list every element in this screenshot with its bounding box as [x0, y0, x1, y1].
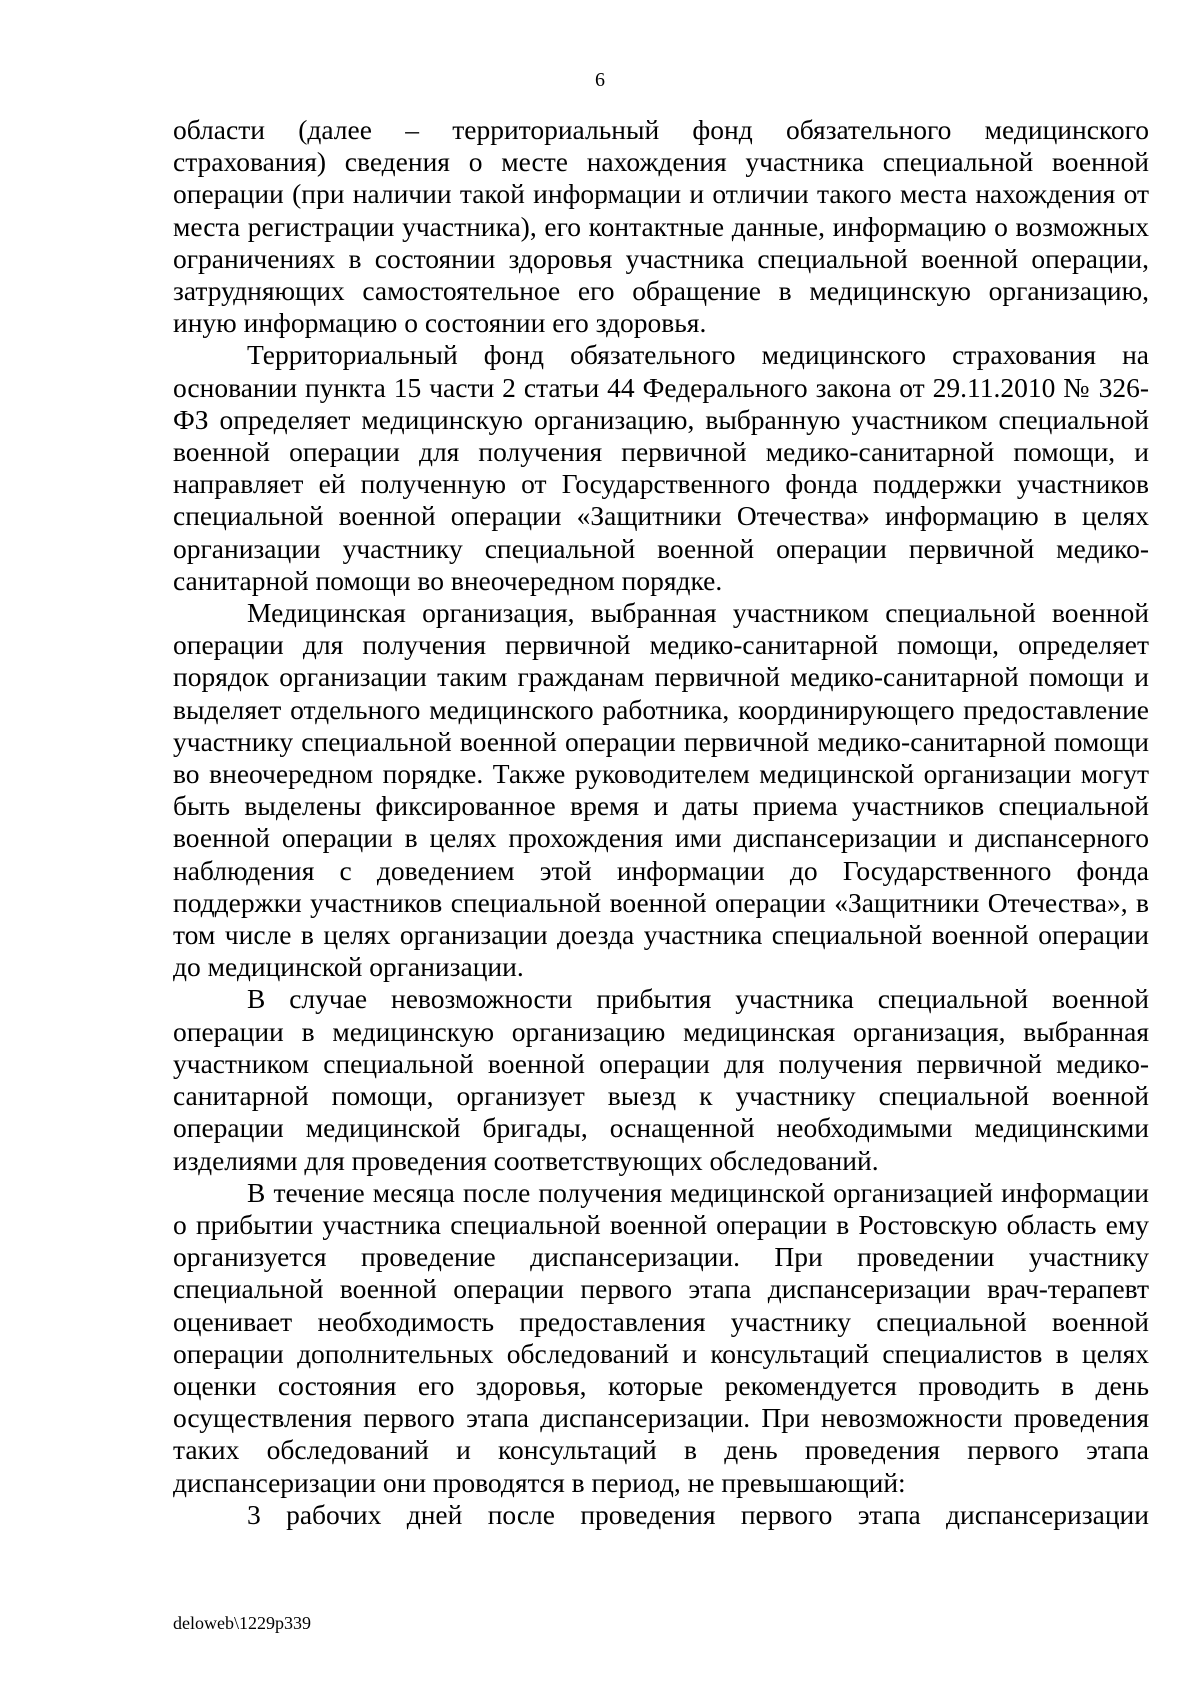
page-number: 6: [595, 69, 605, 91]
paragraph-2: Территориальный фонд обязательного медицинского страхования на основании пункта 15 части 2 статьи 44 Федерального закона от 29.11.2010 № 326-ФЗ определяет медицинскую организацию, выбранную участником специальной военной операции для получения первичной медико-санитарной помощи, и направляет ей полученную от Государственного фонда поддержки участников специальной военной операции «Защитники Отечества» информацию в целях организации участнику специальной военной операции первичной медико-санитарной помощи во внеочередном порядке.: [173, 339, 1149, 596]
paragraph-3: Медицинская организация, выбранная участником специальной военной операции для получения первичной медико-санитарной помощи, определяет порядок организации таким гражданам первичной медико-санитарной помощи и выделяет отдельного медицинского работника, координирующего предоставление участнику специальной военной операции первичной медико-санитарной помощи во внеочередном порядке. Также руководителем медицинской организации могут быть выделены фиксированное время и даты приема участников специальной военной операции в целях прохождения ими диспансеризации и диспансерного наблюдения с доведением этой информации до Государственного фонда поддержки участников специальной военной операции «Защитники Отечества», в том числе в целях организации доезда участника специальной военной операции до медицинской организации.: [173, 597, 1149, 983]
paragraph-1: области (далее – территориальный фонд обязательного медицинского страхования) сведения о месте нахождения участника специальной военной операции (при наличии такой информации и отличии такого места нахождения от места регистрации участника), его контактные данные, информацию о возможных ограничениях в состоянии здоровья участника специальной военной операции, затрудняющих самостоятельное его обращение в медицинскую организацию, иную информацию о состоянии его здоровья.: [173, 114, 1149, 339]
document-body: [173, 114, 1149, 1531]
paragraph-6: 3 рабочих дней после проведения первого этапа диспансеризации: [247, 1498, 1149, 1530]
paragraph-4: В случае невозможности прибытия участника специальной военной операции в медицинскую организацию медицинская организация, выбранная участником специальной военной операции для получения первичной медико-санитарной помощи, организует выезд к участнику специальной военной операции медицинской бригады, оснащенной необходимыми медицинскими изделиями для проведения соответствующих обследований.: [173, 983, 1149, 1176]
paragraph-5: В течение месяца после получения медицинской организацией информации о прибытии участника специальной военной операции в Ростовскую область ему организуется проведение диспансеризации. При проведении участнику специальной военной операции первого этапа диспансеризации врач-терапевт оценивает необходимость предоставления участнику специальной военной операции дополнительных обследований и консультаций специалистов в целях оценки состояния его здоровья, которые рекомендуется проводить в день осуществления первого этапа диспансеризации. При невозможности проведения таких обследований и консультаций в день проведения первого этапа диспансеризации они проводятся в период, не превышающий:: [173, 1176, 1149, 1498]
document-footer-code: deloweb\1229p339: [173, 1613, 311, 1633]
